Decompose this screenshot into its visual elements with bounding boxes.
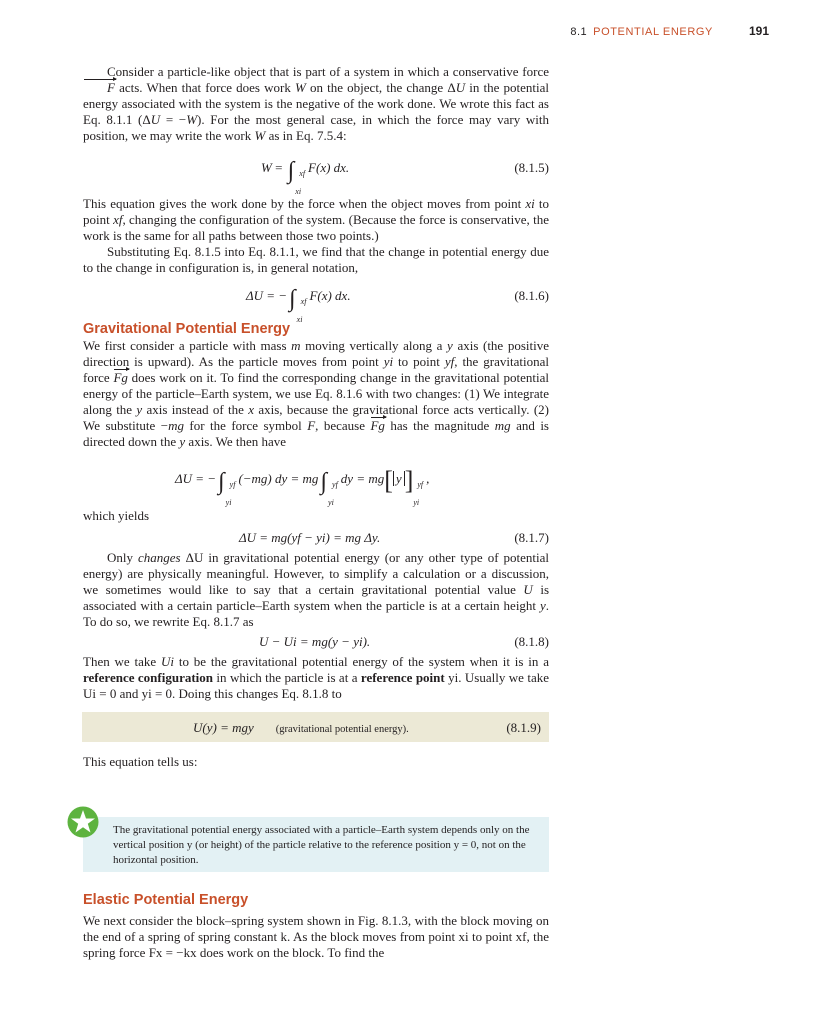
force-vector-symbol: F xyxy=(83,80,115,96)
text-run: ). For the most general case, in which the force may vary with position, we may write the work xyxy=(83,112,550,143)
text-run: Substituting Eq. 8.1.5 into Eq. 8.1.1, we find that the change in potential energy due to the change in configuration is, in general notation, xyxy=(83,244,549,275)
symbol-m: m xyxy=(291,338,301,353)
symbol-f: F xyxy=(307,418,316,433)
bracket-limits xyxy=(413,480,424,508)
header-section-number: 8.1 xyxy=(570,26,588,38)
paragraph-gravitational xyxy=(83,338,549,450)
eq-part: , xyxy=(426,471,430,486)
equation-math: ΔU = mg(yf − yi) = mg Δy. xyxy=(239,530,381,545)
lower-limit: xi xyxy=(295,187,302,196)
heading-gravitational: Gravitational Potential Energy xyxy=(83,321,291,337)
text-run: moving vertically along a xyxy=(300,338,448,353)
text-run: has the magnitude xyxy=(384,418,495,433)
lower-limit: yi xyxy=(225,498,232,507)
equation-number: (8.1.6) xyxy=(514,288,549,303)
paragraph-work-meaning xyxy=(83,196,549,244)
upper-limit: xf xyxy=(300,297,307,306)
text-run: axis (the positive direction is upward). As the particle moves from point xyxy=(83,338,549,369)
upper-limit: yf xyxy=(417,480,424,489)
upper-limit: yf xyxy=(332,480,338,489)
upper-limit: xf xyxy=(299,169,306,178)
equation-number: (8.1.8) xyxy=(514,634,549,649)
text-run: on the object, the change Δ xyxy=(305,80,456,95)
text-run: . To do so, we rewrite Eq. 8.1.7 as xyxy=(83,598,549,629)
equation-math xyxy=(193,720,409,736)
bracket-open: [ xyxy=(384,466,393,495)
eq-lhs: ΔU = − xyxy=(246,288,288,303)
equation-number: (8.1.5) xyxy=(514,160,549,175)
emphasis-changes: changes xyxy=(138,550,181,565)
star-icon xyxy=(66,805,100,839)
text-run: Then we take xyxy=(83,654,162,669)
symbol-x: x xyxy=(248,402,255,417)
symbol-xi: xi xyxy=(525,196,535,211)
callout-text: The gravitational potential energy associated with a particle–Earth system depends only on the vertical position y (or height) of the particle relative to the reference position y = 0, not on the horizontal position. xyxy=(113,824,530,866)
text-run: axis instead of the xyxy=(142,402,249,417)
text-run: , changing the configuration of the system. (Because the force is conservative, the work is the same for all paths between those two points.) xyxy=(83,212,549,243)
eq-lhs: W xyxy=(261,160,272,175)
integral-limits xyxy=(296,297,307,325)
lower-limit: yi xyxy=(328,498,334,507)
equation-math xyxy=(261,158,349,197)
text-run: to point xyxy=(83,196,549,227)
equation-8-1-5 xyxy=(83,144,549,196)
text-run: axis, because the gravitational force acts vertically. (2) We substitute − xyxy=(83,402,549,433)
equation-8-1-7 xyxy=(83,524,549,550)
integral-sign: ∫ xyxy=(218,469,225,495)
text-run: . Doing this changes Eq. 8.1.8 to xyxy=(172,686,342,701)
text-run: axis. We then have xyxy=(185,434,287,449)
eq-note: (gravitational potential energy). xyxy=(275,724,409,735)
text-run: in the potential energy associated with the system is the negative of the work done. We wrote this fact as Eq. 8.1.1 (Δ xyxy=(83,80,550,127)
integrand: F(x) dx. xyxy=(309,288,351,303)
lower-limit: xi xyxy=(296,315,303,324)
integral-limits xyxy=(295,169,306,197)
text-run: as in Eq. 7.5.4: xyxy=(265,128,347,143)
bracket-variable: y xyxy=(393,471,405,486)
running-header xyxy=(570,24,769,38)
term-reference-point: reference point xyxy=(360,670,445,685)
text-run: Ui = 0 and yi = 0 xyxy=(83,686,173,701)
term-reference-configuration: reference configuration xyxy=(83,670,214,685)
text-run: Consider a particle-like object that is part of a system in which a conservative force xyxy=(107,64,549,79)
equation-8-1-6 xyxy=(83,276,549,324)
lower-limit: yi xyxy=(413,498,420,507)
paragraph-only-changes xyxy=(83,550,549,630)
page-number: 191 xyxy=(748,24,769,38)
main-column xyxy=(83,64,549,770)
text-run: is associated with a certain particle–Earth system when the particle is at a certain height xyxy=(83,582,550,613)
equation-math xyxy=(246,286,351,325)
symbol-yi: yi xyxy=(383,354,394,369)
text-run: , the gravitational force xyxy=(83,354,549,385)
symbol-y: y xyxy=(136,402,143,417)
paragraph-intro xyxy=(83,64,549,144)
paragraph-substituting xyxy=(83,244,549,276)
symbol-u: U xyxy=(455,80,466,95)
symbol-ui: Ui xyxy=(161,654,175,669)
key-idea-callout xyxy=(83,817,549,872)
header-section xyxy=(570,26,713,38)
integral-sign: ∫ xyxy=(287,158,295,184)
integral-sign: ∫ xyxy=(320,469,328,495)
symbol-w: W xyxy=(254,128,266,143)
symbol-mg: mg xyxy=(168,418,184,433)
symbol-u: U xyxy=(150,112,161,127)
integrand: F(x) dx. xyxy=(308,160,350,175)
text-run: This equation gives the work done by the force when the object moves from point xyxy=(83,196,526,211)
paragraph-reference-config xyxy=(83,654,549,702)
text-run: We first consider a particle with mass xyxy=(83,338,292,353)
gravity-vector-symbol: Fg xyxy=(370,418,385,433)
equation-integral-expansion xyxy=(83,450,549,510)
gravity-vector-symbol: Fg xyxy=(113,370,128,385)
text-run: for the force symbol xyxy=(183,418,308,433)
eq-equals: = xyxy=(271,160,286,175)
eq-part: (−mg) dy = mg xyxy=(238,471,319,486)
equation-8-1-9 xyxy=(82,712,549,742)
symbol-w: W xyxy=(186,112,198,127)
text-which-yields: which yields xyxy=(83,508,150,523)
eq-part: dy = mg xyxy=(340,471,385,486)
symbol-yf: yf xyxy=(444,354,455,369)
symbol-y: y xyxy=(539,598,546,613)
text-run: ΔU in gravitational potential energy (or any other type of potential energy) are physically meaningful. However, to simplify a calculation or a discussion, we sometimes would like to say that a certain gravitational potential value xyxy=(83,550,549,597)
equation-math: U − Ui = mg(y − yi). xyxy=(259,634,371,649)
text-run: acts. When that force does work xyxy=(114,80,295,95)
heading-elastic: Elastic Potential Energy xyxy=(83,892,249,908)
equation-number: (8.1.9) xyxy=(506,720,541,735)
symbol-xf: xf xyxy=(113,212,123,227)
bracket-close: ] xyxy=(404,466,414,495)
symbol-y: y xyxy=(447,338,453,353)
text-tells-us: This equation tells us: xyxy=(83,754,198,769)
text-run: to point xyxy=(393,354,445,369)
paragraph-elastic: We next consider the block–spring system shown in Fig. 8.1.3, with the block moving on the end of a spring of spring constant k. As the block moves from point xi to point xf, the spring force Fx = −kx does work on the block. To find the xyxy=(83,913,549,960)
upper-limit: yf xyxy=(229,480,236,489)
eq-part: ΔU = − xyxy=(175,471,217,486)
text-run: in which the particle is at a xyxy=(213,670,361,685)
text-run: yi. Usually we take xyxy=(444,670,549,685)
integral-limits xyxy=(328,480,338,508)
equation-math xyxy=(175,466,429,508)
elastic-section xyxy=(83,891,549,961)
header-section-title: POTENTIAL ENERGY xyxy=(593,26,713,38)
text-run: and is directed down the xyxy=(83,418,549,449)
symbol-y: y xyxy=(179,434,186,449)
text-run: = − xyxy=(160,112,187,127)
text-run: Only xyxy=(107,550,138,565)
symbol-u: U xyxy=(523,582,533,597)
text-run: does work on it. To find the corresponding change in the gravitational potential energy of the particle–Earth system, we use Eq. 8.1.6 with two changes: (1) We integrate along the xyxy=(83,370,549,417)
symbol-mg: mg xyxy=(494,418,511,433)
equation-8-1-8 xyxy=(83,630,549,654)
integral-sign: ∫ xyxy=(289,286,296,312)
equation-number: (8.1.7) xyxy=(514,530,549,545)
text-run: to be the gravitational potential energy of the system when it is in a xyxy=(174,654,549,669)
text-run: , because xyxy=(315,418,371,433)
integral-limits xyxy=(225,480,236,508)
eq-main: U(y) = mgy xyxy=(193,720,254,735)
symbol-w: W xyxy=(295,80,306,95)
